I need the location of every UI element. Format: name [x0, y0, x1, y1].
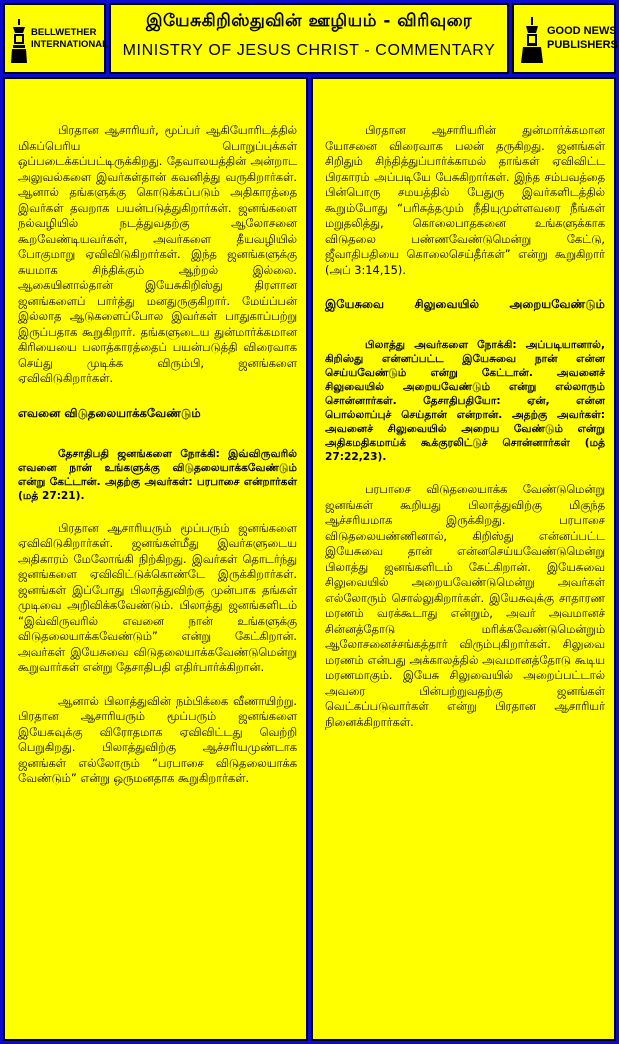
bellwether-logo-text	[31, 27, 108, 51]
right-paragraph-2: பரபாசை விடுதலையாக்க வேண்டுமென்று ஜனங்கள் கூறியது பிலாத்துவிற்கு மிகுந்த ஆச்சரியமாக இருக்கிறது. பரபாசை விடுதலையண்ணினால், கிறிஸ்து என்னப்பட்ட இயேசுவை தான் என்னசெய்யவேண்டுமென்று பிலாத்து ஜனங்களிடம் கேட்கிறான். இயேசுவை சிலுவையில் அறையவேண்டுமென்று அவர்கள் எல்லோரும் சொல்லுகிறார்கள். இயேசுவுக்கு சாதாரண மரணம் வரக்கூடாது என்றும், அவர் அவமானச் சின்னத்தோடு மரிக்கவேண்டுமென்றும் ஆலோசனைச்சங்கத்தார் விரும்புகிறார்கள். சிலுவை மரணம் என்பது அக்காலத்தில் அவமானத்தோடு கூடிய மரணமாகும். இயேசு சிலுவையில் அறைப்பட்டால் அவரை பின்பற்றுவதற்கு ஜனங்கள் வெட்கப்படுவார்கள் என்று பிரதான ஆசாரியர் நினைக்கிறார்கள்.	[325, 482, 605, 729]
good-news-logo-text	[547, 24, 618, 52]
right-column	[311, 77, 616, 1041]
title-banner	[109, 3, 509, 74]
left-scripture-quote: தேசாதிபதி ஜனங்களை நோக்கி: இவ்விருவரில் எவனை நான் உங்களுக்கு விடுதலையாக்கவேண்டும் என்று கேட்டான். அதற்கு அவர்கள்: பரபாசை என்றார்கள் (மத் 27:21).	[18, 447, 297, 502]
page-header	[0, 0, 619, 77]
left-paragraph-3: ஆனால் பிலாத்துவின் நம்பிக்கை வீணாயிற்று. பிரதான ஆசாரியரும் மூப்பரும் ஜனங்களை இயேசுவுக்கு விரோதமாக ஏவிவிட்டது வெற்றி பெறுகிறது. பிலாத்துவிற்கு ஆச்சரியமுண்டாக ஜனங்கள் எல்லோரும் “பரபாசை விடுதலையாக்க வேண்டும்” என்று ஒருமனதாக கூறுகிறார்கள்.	[18, 693, 297, 785]
right-paragraph-1: பிரதான ஆசாரியரின் துன்மார்க்கமான யோசனை விரைவாக பலன் தருகிறது. ஜனங்கள் சிறிதும் சிந்தித்துப்பார்க்காமல் தாங்கள் ஏவிவிட்ட பிரகாரம் அப்படியே பேசுகிறார்கள். இந்த சம்பவத்தை பின்பொரு சமயத்தில் பேதுரு இவர்களிடத்தில் கூறும்போது “பரிசுத்தமும் நீதியுமுள்ளவரை நீங்கள் மறுதலித்து, கொலைபாதகனை உங்களுக்காக விடுதலை பண்ணவேண்டுமென்று கேட்டு, ஜீவாதிபதியை கொலைசெய்தீர்கள்” என்று கூறுகிறார் (அப் 3:14,15).	[325, 123, 605, 277]
logo-right-line1: GOOD NEWS	[547, 25, 617, 37]
page-title-english: MINISTRY OF JESUS CHRIST - COMMENTARY	[122, 42, 496, 59]
page-title-tamil: இயேசுகிறிஸ்துவின் ஊழியம் - விரிவுரை	[145, 11, 473, 31]
logo-left-line2: INTERNATIONAL	[31, 39, 108, 50]
left-heading: எவனை விடுதலையாக்கவேண்டும்	[18, 405, 201, 420]
tower-icon	[520, 17, 544, 63]
right-heading: இயேசுவை சிலுவையில் அறையவேண்டும்	[325, 297, 605, 311]
logo-right-line2: PUBLISHERS	[547, 39, 618, 51]
bell-tower-icon	[10, 19, 28, 63]
right-scripture-quote: பிலாத்து அவர்களை நோக்கி: அப்படியானால், கிறிஸ்து என்னப்பட்ட இயேசுவை நான் என்ன செய்யவேண்டும் என்று கேட்டான். அவனைச் சிலுவையில் அறையவேண்டும் என்று எல்லாரும் சொன்னார்கள். தேசாதிபதியோ: ஏன், என்ன பொல்லாப்புச் செய்தான் என்றான். அதற்கு அவர்கள்: அவனைச் சிலுவையில் அறைய வேண்டும் என்று அதிகமதிகமாய்க் கூக்குரலிட்டுச் சொன்னார்கள் (மத் 27:22,23).	[325, 339, 605, 463]
left-paragraph-1: பிரதான ஆசாரியர், மூப்பர் ஆகியோரிடத்தில் மிகப்பெரிய பொறுப்புக்கள் ஒப்படைக்கப்பட்டிருக்கிறது. தேவாலயத்தின் அன்றாட அலுவல்களை இவர்கள்தான் கவனித்து வருகிறார்கள். ஆனால் தங்களுக்கு கொடுக்கப்படும் அதிகாரத்தை இவர்கள் தவறாக பயன்படுத்துகிறார்கள். ஜனங்களை நல்வழியில் நடத்துவதற்கு ஆலோசனை கூறவேண்டியவர்கள், அவர்களை தீயவழியில் போகுமாறு ஏவிவிடுகிறார்கள். இந்த ஜனங்களுக்கு சுயமாக சிந்திக்கும் ஆற்றல் இல்லை. ஆகையினால்தான் இயேசுகிறிஸ்து திரளான ஜனங்களைப் பார்த்து மனதுருகுகிறார். மேய்ப்பன் இல்லாத ஆடுகளைப்போல இவர்கள் பாதுகாப்பற்று இருப்பதாக கூறுகிறார். தங்களுடைய துன்மார்க்கமான கிரியையை பலாத்காரத்தைப் பயன்படுத்தி விரைவாக செய்து முடிக்க விரும்பி, ஜனங்களை ஏவிவிடுகிறார்கள்.	[18, 123, 297, 385]
logo-left-line1: BELLWETHER	[31, 27, 97, 38]
left-column	[3, 77, 308, 1041]
good-news-logo	[512, 3, 616, 74]
left-paragraph-2: பிரதான ஆசாரியரும் மூப்பரும் ஜனங்களை ஏவிவிடுகிறார்கள். ஜனங்கள்மீது இவர்களுடைய அதிகாரம் மேலோங்கி நிற்கிறது. இவர்கள் தொடர்ந்து ஜனங்களை ஏவிவிட்டுக்கொண்டே இருக்கிறார்கள். ஜனங்கள் இப்போது பிலாத்துவிற்கு முன்பாக தங்கள் முடிவை அறிவிக்கவேண்டும். பிலாத்து ஜனங்களிடம் “இவ்விருவரில் எவனை நான் உங்களுக்கு விடுதலையாக்கவேண்டும்” என்று கேட்கிறான். அவர்கள் இயேசுவை விடுதலையாக்கவேண்டுமென்று கூறுவார்கள் என்று தேசாதிபதி எதிர்பார்க்கிறான்.	[18, 520, 297, 674]
bellwether-logo	[3, 3, 106, 74]
